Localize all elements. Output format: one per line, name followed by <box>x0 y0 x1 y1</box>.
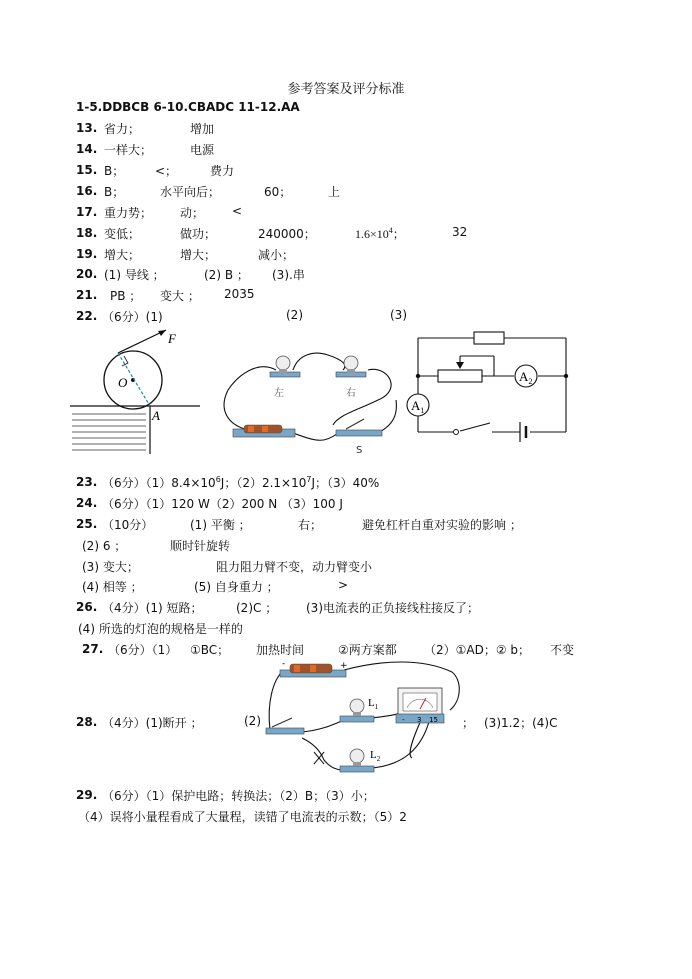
q27-b: ①BC； <box>190 643 230 657</box>
q19-num: 19. <box>76 247 98 261</box>
q13-b: 增加 <box>190 122 215 136</box>
q18-c: 240000； <box>258 227 316 241</box>
point-label: A <box>152 408 160 423</box>
q26-4: (4) 所选的灯泡的规格是一样的 <box>78 622 243 636</box>
q28-b: (2) <box>244 714 261 728</box>
q29-num: 29. <box>76 788 98 802</box>
q27-num: 27. <box>82 642 104 656</box>
q20-c: (3).串 <box>272 268 305 282</box>
q16-num: 16. <box>76 184 98 198</box>
q25-a: （10分） <box>102 518 154 532</box>
q29-a: （6分）（1）保护电路；转换法；（2）B；（3）小； <box>102 789 375 803</box>
circuit-physical-diagram <box>218 345 408 460</box>
wheel-diagram <box>70 326 210 456</box>
q16-a: B； <box>104 185 125 199</box>
q22-a: （6分）(1) <box>102 310 163 324</box>
page-title: 参考答案及评分标准 <box>287 82 405 97</box>
q26-b: (2)C ； <box>236 601 278 615</box>
ammeter-3-label: 3 <box>417 716 422 724</box>
q25-4-a: (4) 相等 ； <box>82 580 143 594</box>
ammeter-15-label: 15 <box>429 716 438 724</box>
q26-a: （4分）(1) 短路； <box>102 601 203 615</box>
switch-label: S <box>356 445 363 456</box>
q25-2-a: (2) 6 ； <box>82 539 127 553</box>
q19-c: 减小； <box>258 248 295 262</box>
q25-2-b: 顺时针旋转 <box>170 539 231 553</box>
q13: 13. <box>76 121 98 135</box>
q25-3-b: 阻力阻力臂不变，动力臂变小 <box>216 560 373 574</box>
q25-num: 25. <box>76 517 98 531</box>
q20-b: (2) B ； <box>204 268 249 282</box>
q25-3-a: (3) 变大； <box>82 560 139 574</box>
q15-a: B； <box>104 164 125 178</box>
q21-c: 2035 <box>224 287 255 301</box>
q25-4-c: > <box>338 578 349 592</box>
ammeter-neg-label: - <box>402 716 405 724</box>
right-lamp-label: 右 <box>346 388 356 399</box>
q18-num: 18. <box>76 226 98 240</box>
q14-b: 电源 <box>190 143 215 157</box>
q16-d: 上 <box>328 185 341 199</box>
q26-c: (3)电流表的正负接线柱接反了； <box>306 601 479 615</box>
q16-b: 水平向后； <box>160 185 221 199</box>
q25-c: 右； <box>298 518 323 532</box>
q28-c: ； <box>462 716 475 730</box>
q25-b: (1) 平衡 ； <box>190 518 251 532</box>
q18-d: $1.6\times 10^4$； <box>355 226 405 241</box>
q28-a: （4分）(1)断开 ； <box>102 716 203 730</box>
q24-num: 24. <box>76 496 98 510</box>
q27-a: （6分）（1） <box>108 643 178 657</box>
q15-b: <； <box>155 164 178 178</box>
q27-d: ②两方案都 <box>338 643 397 657</box>
q27-c: 加热时间 <box>256 643 305 657</box>
q21-num: 21. <box>76 288 98 302</box>
center-label: O <box>118 375 128 390</box>
q18-b: 做功； <box>180 227 217 241</box>
q28-d: (3)1.2；(4)C <box>484 716 558 730</box>
circuit-ammeter-diagram <box>262 660 462 780</box>
battery-neg-label: - <box>282 659 286 669</box>
q23-num: 23. <box>76 475 98 489</box>
force-label: F <box>168 331 176 346</box>
q19-a: 增大； <box>104 248 141 262</box>
q20-num: 20. <box>76 267 98 281</box>
q27-f: 不变 <box>550 643 575 657</box>
q23-answer: （6分）$(1)8.4\times 10^6J$；$(2)2.1\times 10^7J$；（3）40% <box>102 475 380 490</box>
q17-a: 重力势； <box>104 206 153 220</box>
q14-num: 14. <box>76 142 98 156</box>
q16-c: 60； <box>264 185 292 199</box>
svg-text:+: + <box>340 661 348 671</box>
q19-b: 增大； <box>180 248 217 262</box>
q18-a: 变低； <box>104 227 141 241</box>
left-lamp-label: 左 <box>274 388 284 399</box>
q17-c: < <box>232 204 243 218</box>
q21-a: PB ； <box>110 289 142 303</box>
q29-4: （4）误将小量程看成了大量程，读错了电流表的示数；（5）2 <box>78 810 407 824</box>
q25-4-b: (5) 自身重力 ； <box>194 580 279 594</box>
q15-num: 15. <box>76 163 98 177</box>
q26-num: 26. <box>76 600 98 614</box>
q24-answer: （6分）（1）120 W（2）200 N （3）100 J <box>102 497 343 511</box>
lamp-l1-label: $L_1$ <box>368 697 379 711</box>
q22-c: (3) <box>390 308 407 322</box>
ammeter-a1-label: $A_1$ <box>411 398 425 415</box>
mc-answers: 1-5.DDBCB 6-10.CBADC 11-12.AA <box>76 100 300 114</box>
q27-e: （2）①AD；② b； <box>424 643 531 657</box>
q22-num: 22. <box>76 309 98 323</box>
q13-a: 省力； <box>104 122 141 136</box>
q21-b: 变大 ； <box>160 289 200 303</box>
q28-num: 28. <box>76 715 98 729</box>
q17-num: 17. <box>76 205 98 219</box>
q18-e: 32 <box>452 225 468 239</box>
q17-b: 动； <box>180 206 205 220</box>
q14-a: 一样大； <box>104 143 153 157</box>
ammeter-a2-label: $A_2$ <box>519 369 533 386</box>
q22-b: (2) <box>286 308 303 322</box>
q25-d: 避免杠杆自重对实验的影响 ； <box>362 518 522 532</box>
lamp-l2-label: $L_2$ <box>370 749 381 763</box>
circuit-schematic-diagram <box>398 326 578 446</box>
q15-c: 费力 <box>210 164 235 178</box>
q20-a: (1) 导线 ； <box>104 268 165 282</box>
